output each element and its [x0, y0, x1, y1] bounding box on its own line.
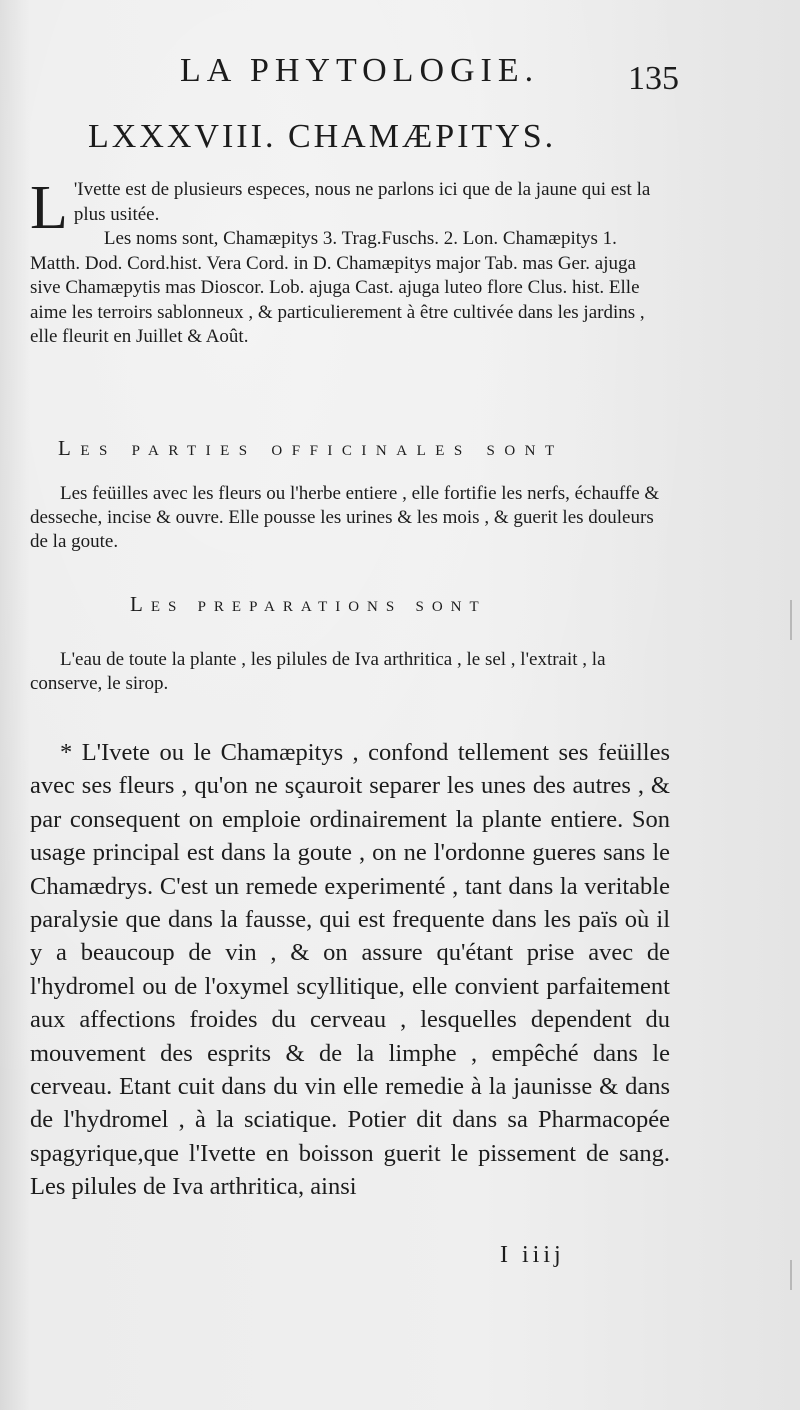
- page-number: 135: [628, 60, 679, 97]
- commentary-paragraph: * L'Ivete ou le Chamæpitys , confond tellement ses feüilles avec ses fleurs , qu'on ne sçauroit separer les unes des autres , & par consequent on emploie ordinairement la plante entiere. Son usage principal est dans la goute , on ne l'ordonne gueres sans le Chamædrys. C'est un remede experimenté , tant dans la veritable paralysie que dans la fausse, qui est frequente dans les païs où il y a beaucoup de vin , & on assure qu'étant prise avec de l'hydromel ou de l'oxymel scyllitique, elle convient parfaitement aux affections froides du cerveau , lesquelles dependent du mouvement des esprits & de la limphe , empêché dans le cerveau. Etant cuit dans du vin elle remedie à la jaunisse & dans de l'hydromel , à la sciatique. Potier dit dans sa Pharmacopée spagyrique,que l'Ivette en boisson guerit le pissement de sang. Les pilules de Iva arthritica, ainsi: [30, 739, 670, 1201]
- running-title: LA PHYTOLOGIE.: [180, 52, 540, 89]
- page-edge-mark: [790, 600, 792, 640]
- chapter-title: LXXXVIII. CHAMÆPITYS.: [88, 118, 557, 155]
- drop-cap: L: [30, 174, 68, 242]
- intro-paragraph: 'Ivette est de plusieurs especes, nous ne parlons ici que de la jaune qui est la plus usitée.: [73, 179, 651, 225]
- signature-mark: I iiij: [500, 1242, 565, 1268]
- parties-heading: Les parties officinales sont: [58, 436, 564, 460]
- preparations-heading: Les preparations sont: [130, 592, 487, 616]
- intro-section: [30, 174, 670, 350]
- page-edge-mark: [790, 1260, 792, 1290]
- parties-paragraph: Les feüilles avec les fleurs ou l'herbe entiere , elle fortifie les nerfs, échauffe & desseche, incise & ouvre. Elle pousse les urines & les mois , & guerit les douleurs de la goute.: [30, 483, 660, 552]
- names-paragraph: Les noms sont, Chamæpitys 3. Trag.Fuschs. 2. Lon. Chamæpitys 1. Matth. Dod. Cord.hist. Vera Cord. in D. Chamæpitys major Tab. mas Ger. ajuga sive Chamæpytis mas Dioscor. Lob. ajuga Cast. ajuga luteo flore Clus. hist. Elle aime les terroirs sablonneux , & particulierement à être cultivée dans les jardins , elle fleurit en Juillet & Août.: [30, 228, 645, 347]
- preparations-paragraph: L'eau de toute la plante , les pilules de Iva arthritica , le sel , l'extrait , la conserve, le sirop.: [30, 649, 606, 694]
